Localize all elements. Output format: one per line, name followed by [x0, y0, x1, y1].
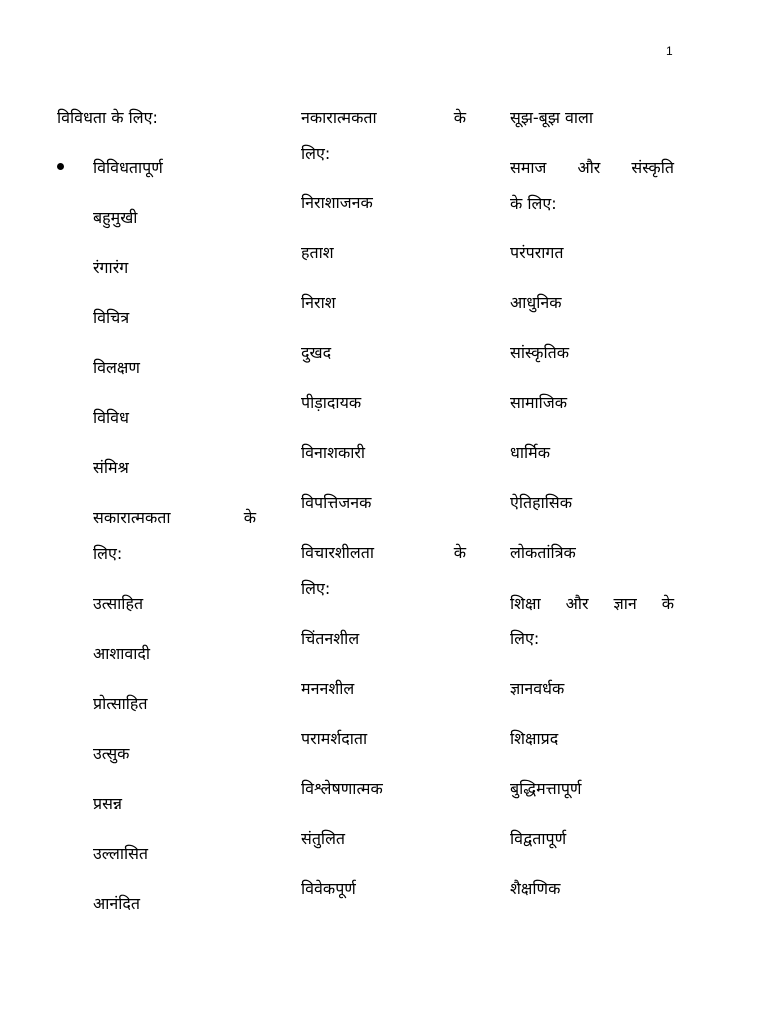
list-item: प्रोत्साहित	[93, 694, 148, 713]
list-item: उत्सुक	[93, 744, 130, 763]
heading-word: के	[453, 108, 466, 127]
heading-word: नकारात्मकता	[301, 108, 377, 127]
list-item: निराशाजनक	[301, 193, 373, 212]
heading-society-culture	[510, 157, 674, 179]
list-item: चिंतनशील	[301, 629, 360, 648]
heading-diversity: विविधता के लिए:	[57, 108, 158, 127]
list-item: परंपरागत	[510, 243, 564, 262]
heading-word: ज्ञान	[613, 594, 637, 613]
list-item: मननशील	[301, 679, 355, 698]
list-item: विचित्र	[93, 308, 130, 327]
list-item: शिक्षाप्रद	[510, 729, 559, 748]
list-item: संमिश्र	[93, 458, 129, 477]
list-item: विलक्षण	[93, 358, 140, 377]
heading-word: शिक्षा	[510, 594, 541, 613]
heading-word: और	[577, 158, 601, 177]
list-item: परामर्शदाता	[301, 729, 368, 748]
heading-word: के	[661, 594, 674, 613]
heading-word: के	[453, 543, 466, 562]
list-item: निराश	[301, 293, 336, 312]
heading-thoughtfulness	[301, 542, 466, 564]
heading-education-knowledge	[510, 593, 674, 615]
list-item: विपत्तिजनक	[301, 493, 372, 512]
heading-positivity	[93, 507, 256, 529]
list-item: शैक्षणिक	[510, 879, 561, 898]
heading-thoughtfulness-line2: लिए:	[301, 579, 331, 598]
heading-word: और	[565, 594, 589, 613]
heading-word: संस्कृति	[631, 158, 674, 177]
list-item: संतुलित	[301, 829, 346, 848]
list-item: लोकतांत्रिक	[510, 543, 576, 562]
list-item: विविधतापूर्ण	[93, 158, 163, 177]
heading-word: के	[243, 508, 256, 527]
heading-word: सकारात्मकता	[93, 508, 171, 527]
heading-negativity	[301, 107, 466, 129]
list-item: सामाजिक	[510, 393, 567, 412]
list-item: बुद्धिमत्तापूर्ण	[510, 779, 582, 798]
list-item: विविध	[93, 408, 129, 427]
list-item: सांस्कृतिक	[510, 343, 570, 362]
list-item: आनंदित	[93, 894, 140, 913]
list-item: धार्मिक	[510, 443, 550, 462]
list-item: हताश	[301, 243, 334, 262]
list-item: ज्ञानवर्धक	[510, 679, 565, 698]
list-item: विद्वतापूर्ण	[510, 829, 567, 848]
heading-understanding: सूझ-बूझ वाला	[510, 108, 594, 127]
heading-positivity-line2: लिए:	[93, 544, 123, 563]
page-number: 1	[666, 44, 673, 58]
list-item: दुखद	[301, 343, 332, 362]
list-item: आधुनिक	[510, 293, 562, 312]
list-item: विश्लेषणात्मक	[301, 779, 383, 798]
list-item: पीड़ादायक	[301, 393, 362, 412]
heading-word: समाज	[510, 158, 547, 177]
heading-education-knowledge-line2: लिए:	[510, 629, 540, 648]
heading-negativity-line2: लिए:	[301, 144, 331, 163]
list-item: बहुमुखी	[93, 208, 138, 227]
bullet-icon	[57, 163, 64, 170]
heading-society-culture-line3: के लिए:	[510, 194, 557, 213]
list-item: प्रसन्न	[93, 794, 123, 813]
list-item: रंगारंग	[93, 258, 129, 277]
heading-word: विचारशीलता	[301, 543, 375, 562]
list-item: ऐतिहासिक	[510, 493, 573, 512]
list-item: विनाशकारी	[301, 443, 366, 462]
list-item: उल्लासित	[93, 844, 149, 863]
list-item: उत्साहित	[93, 594, 144, 613]
list-item: विवेकपूर्ण	[301, 879, 356, 898]
list-item: आशावादी	[93, 644, 151, 663]
